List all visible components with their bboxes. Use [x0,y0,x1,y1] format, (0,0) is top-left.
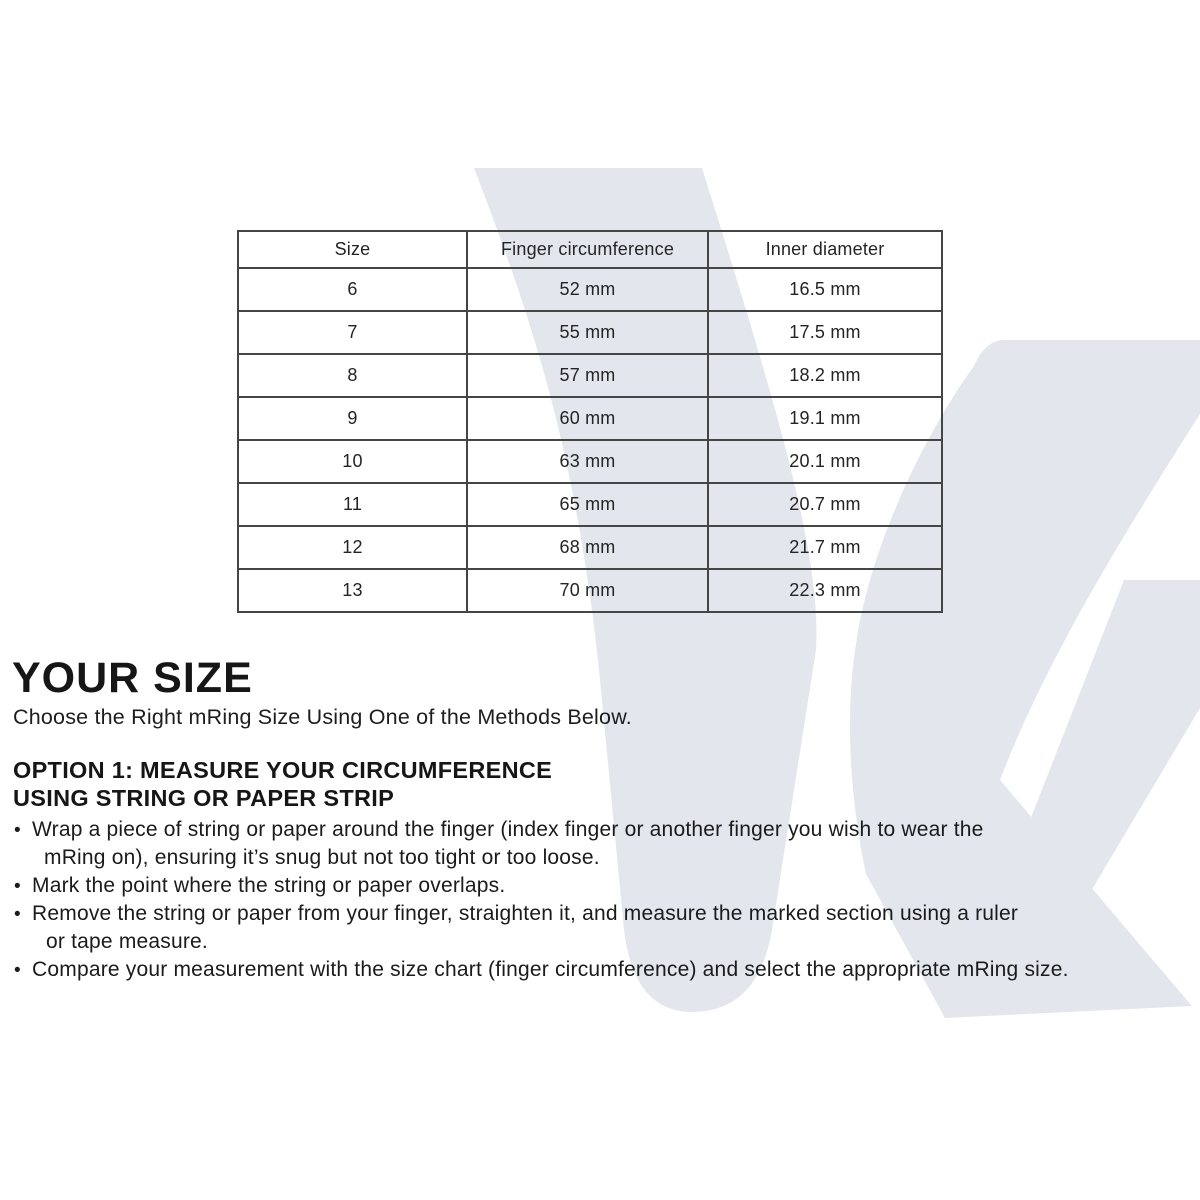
size-cell: 6 [238,268,467,311]
bullet-marker: • [14,820,21,841]
size-cell: 13 [238,569,467,612]
instruction-line [14,958,1069,982]
table-row [238,483,942,526]
size-cell: 12 [238,526,467,569]
table-header-row [238,231,942,268]
table-row [238,397,942,440]
circumference-cell: 60 mm [467,397,708,440]
circumference-cell: 65 mm [467,483,708,526]
table-row [238,569,942,612]
header-size: Size [238,231,467,268]
circumference-cell: 70 mm [467,569,708,612]
diameter-cell: 22.3 mm [708,569,942,612]
instruction-text: Wrap a piece of string or paper around the finger (index finger or another finger you wish to wear the [32,818,984,841]
diameter-cell: 16.5 mm [708,268,942,311]
bullet-marker: • [14,876,21,897]
size-cell: 9 [238,397,467,440]
size-cell: 10 [238,440,467,483]
circumference-cell: 68 mm [467,526,708,569]
ring-size-table [237,230,943,613]
header-circumference: Finger circumference [467,231,708,268]
option1-heading-line2: USING STRING OR PAPER STRIP [13,785,395,811]
instruction-line [14,818,984,842]
size-cell: 7 [238,311,467,354]
diameter-cell: 17.5 mm [708,311,942,354]
page-title: YOUR SIZE [12,654,253,702]
instruction-line-continuation [46,930,208,954]
circumference-cell: 55 mm [467,311,708,354]
diameter-cell: 18.2 mm [708,354,942,397]
circumference-cell: 57 mm [467,354,708,397]
instruction-text: mRing on), ensuring it’s snug but not too tight or too loose. [44,846,600,869]
table-row [238,311,942,354]
instruction-line-continuation [44,846,600,870]
table-row [238,354,942,397]
circumference-cell: 63 mm [467,440,708,483]
table-row [238,440,942,483]
bullet-marker: • [14,960,21,981]
page-subtitle: Choose the Right mRing Size Using One of the Methods Below. [13,705,632,729]
table-row [238,268,942,311]
size-cell: 11 [238,483,467,526]
instruction-line [14,874,505,898]
instruction-text: Remove the string or paper from your finger, straighten it, and measure the marked section using a ruler [32,902,1019,925]
instruction-text: Mark the point where the string or paper overlaps. [32,874,506,897]
instruction-line [14,902,1018,926]
instruction-text: Compare your measurement with the size chart (finger circumference) and select the appropriate mRing size. [32,958,1069,981]
diameter-cell: 19.1 mm [708,397,942,440]
bullet-marker: • [14,904,21,925]
header-diameter: Inner diameter [708,231,942,268]
instruction-text: or tape measure. [46,930,208,953]
size-cell: 8 [238,354,467,397]
diameter-cell: 21.7 mm [708,526,942,569]
diameter-cell: 20.7 mm [708,483,942,526]
diameter-cell: 20.1 mm [708,440,942,483]
circumference-cell: 52 mm [467,268,708,311]
table-row [238,526,942,569]
option1-heading-line1: OPTION 1: MEASURE YOUR CIRCUMFERENCE [13,757,553,783]
